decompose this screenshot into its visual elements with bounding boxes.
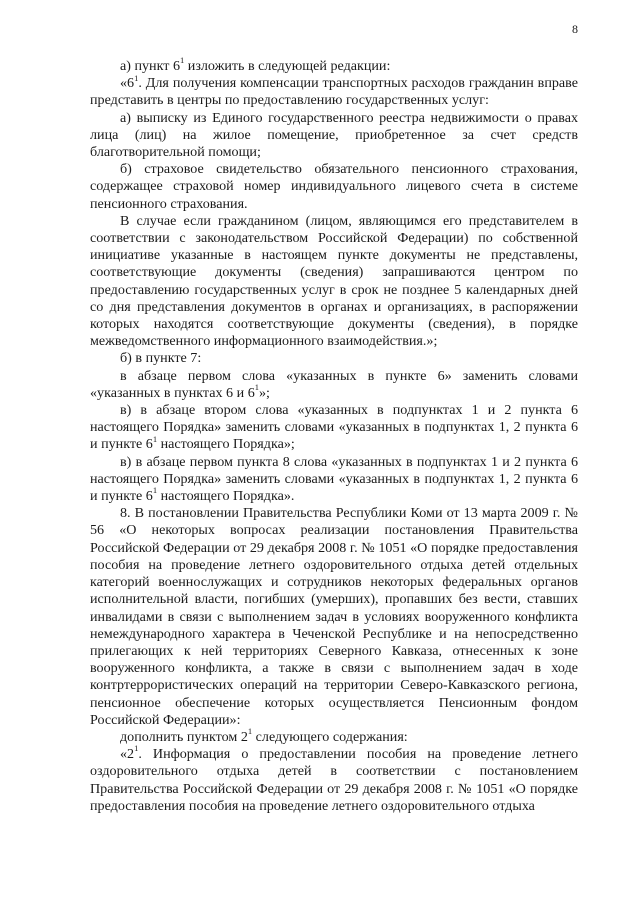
paragraph: «$6^1$. Для получения компенсации транспортных расходов гражданин вправе представить в центры по предоставлению государственных услуг: xyxy=(90,72,578,109)
paragraph: в абзаце первом слова «указанных в пункте 6» заменить словами «указанных в пунктах 6 и $6^1$»; xyxy=(90,367,578,401)
paragraph: 8. В постановлении Правительства Республики Коми от 13 марта 2009 г. № 56 «О некоторых вопросах реализации постановления Правительства Российской Федерации от 29 декабря 2008 г. № 1051 «О порядке предоставления пособия на проведение летнего оздоровительного отдыха детей отдельных категорий военнослужащих и сотрудников некоторых федеральных органов исполнительной власти, погибших (умерших), пропавших без вести, ставших инвалидами в связи с выполнением задач в условиях вооруженного конфликта немеждународного характера в Чеченской Республике и на непосредственно прилегающих к ней территориях Северного Кавказа, отнесенных к зоне вооруженного конфликта, а также в связи с выполнением задач в ходе контртеррористических операций на территории Северо-Кавказского региона, пенсионное обеспечение которых осуществляется Пенсионным фондом Российской Федерации»: xyxy=(90,505,578,728)
paragraph: б) в пункте 7: xyxy=(120,350,202,367)
paragraph: в) в абзаце первом пункта 8 слова «указанных в подпунктах 1 и 2 пункта 6 настоящего Порядка» заменить словами «указанных в подпунктах 1, 2 пункта 6 и пункте $6^1$ настоящего Порядка». xyxy=(90,453,578,505)
paragraph: дополнить пунктом $2^1$ следующего содержания: xyxy=(120,726,408,745)
paragraph: б) страховое свидетельство обязательного пенсионного страхования, содержащее страховой номер индивидуального лицевого счета в системе пенсионного страхования. xyxy=(90,161,578,212)
paragraph: в) в абзаце втором слова «указанных в подпунктах 1 и 2 пункта 6 настоящего Порядка» заменить словами «указанных в подпунктах 1, 2 пункта 6 и пункте $6^1$ настоящего Порядка»; xyxy=(90,402,578,453)
page-number: 8 xyxy=(572,22,578,36)
paragraph: а) пункт $6^1$ изложить в следующей редакции: xyxy=(120,55,391,74)
paragraph: а) выписку из Единого государственного реестра недвижимости о правах лица (лиц) на жилое помещение, приобретенное за счет средств благотворительной помощи; xyxy=(90,109,578,161)
paragraph: В случае если гражданином (лицом, являющимся его представителем в соответствии с законодательством Российской Федерации) по собственной инициативе указанные в настоящем пункте документы не представлены, соответствующие документы (сведения) запрашиваются центром по предоставлению государственных услуг в срок не позднее 5 календарных дней со дня представления документов в органах и организациях, в распоряжении которых находятся соответствующие документы (сведения), в порядке межведомственного информационного взаимодействия.»; xyxy=(90,212,578,350)
paragraph: «$2^1$. Информация о предоставлении пособия на проведение летнего оздоровительного отдыха детей в соответствии с постановлением Правительства Российской Федерации от 29 декабря 2008 г. № 1051 «О порядке предоставления пособия на проведение летнего оздоровительного отдыха xyxy=(90,743,578,814)
